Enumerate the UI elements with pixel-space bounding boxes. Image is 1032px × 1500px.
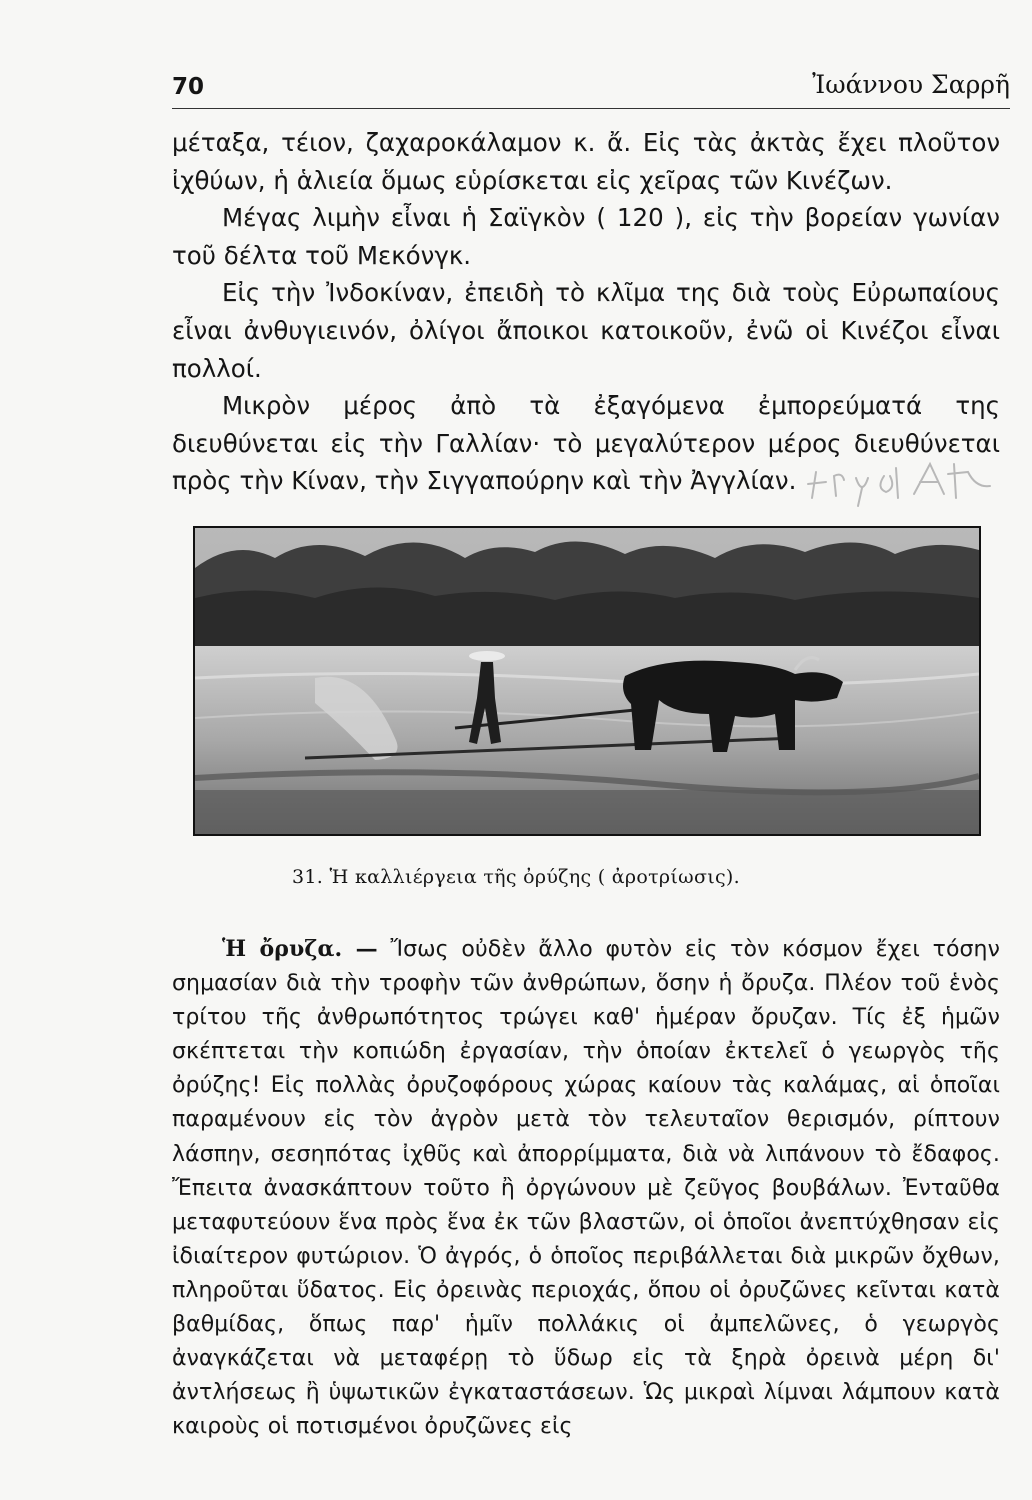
pencil-scribble: [804, 458, 994, 508]
paragraph-rice: [172, 932, 1000, 1444]
page-number: 70: [172, 74, 205, 100]
header-rule: [172, 108, 1010, 109]
figure-caption: 31. Ἡ καλλιέργεια τῆς ὀρύζης ( ἀροτρίωσις).: [292, 866, 740, 888]
paragraph-indochina-climate: Εἰς τὴν Ἰνδοκίναν, ἐπειδὴ τὸ κλῖμα της διὰ τοὺς Εὐρωπαίους εἶναι ἀνθυγιεινόν, ὀλίγοι ἄποικοι κατοικοῦν, ἐνῶ οἱ Κινέζοι εἶναι πολλοί.: [172, 278, 1000, 383]
paragraph-exports: Μικρὸν μέρος ἀπὸ τὰ ἐξαγόμενα ἐμπορεύματά της διευθύνεται εἰς τὴν Γαλλίαν· τὸ μεγαλύτερον μέρος διευθύνεται πρὸς τὴν Κίναν, τὴν Σιγγαπούρην καὶ τὴν Ἀγγλίαν.: [172, 391, 1000, 496]
top-text-block: [172, 124, 1000, 500]
paragraph-saigon: Μέγας λιμὴν εἶναι ἡ Σαϊγκὸν ( 120 ), εἰς τὴν βορείαν γωνίαν τοῦ δέλτα τοῦ Μεκόνγκ.: [172, 203, 1000, 270]
running-head: Ἰωάννου Σαρρῆ: [812, 70, 1010, 99]
photo-rice-plowing: [195, 528, 979, 834]
paragraph-rice-body: Ἴσως οὐδὲν ἄλλο φυτὸν εἰς τὸν κόσμον ἔχει τόσην σημασίαν διὰ τὴν τροφὴν τῶν ἀνθρώπων, ὅσην ἡ ὄρυζα. Πλέον τοῦ ἑνὸς τρίτου τῆς ἀνθρωπότητος τρώγει καθ' ἡμέραν ὄρυζαν. Τίς ἐξ ἡμῶν σκέπτεται τὴν κοπιώδη ἐργασίαν, τὴν ὁποίαν ἐκτελεῖ ὁ γεωργὸς τῆς ὀρύζης! Εἰς πολλὰς ὀρυζοφόρους χώρας καίουν τὰς καλάμας, αἱ ὁποῖαι παραμένουν εἰς τὸν ἀγρὸν μετὰ τὸν τελευταῖον θερισμόν, ρίπτουν λάσπην, σεσηπότας ἰχθῦς καὶ ἀπορρίμματα, διὰ νὰ λιπάνουν τὸ ἔδαφος. Ἔπειτα ἀνασκάπτουν τοῦτο ἢ ὀργώνουν μὲ ζεῦγος βουβάλων. Ἐνταῦθα μεταφυτεύουν ἕνα πρὸς ἕνα ἐκ τῶν βλαστῶν, οἱ ὁποῖοι ἀνεπτύχθησαν εἰς ἰδιαίτερον φυτώριον. Ὁ ἀγρός, ὁ ὁποῖος περιβάλλεται διὰ μικρῶν ὄχθων, πληροῦται ὕδατος. Εἰς ὀρεινὰς περιοχάς, ὅπου οἱ ὀρυζῶνες κεῖνται κατὰ βαθμίδας, ὅπως παρ' ἡμῖν πολλάκις οἱ ἀμπελῶνες, ὁ γεωργὸς ἀναγκάζεται νὰ μεταφέρῃ τὸ ὕδωρ εἰς τὰ ξηρὰ ὀρεινὰ μέρη δι' ἀντλήσεως ἢ ὑψωτικῶν ἐγκαταστάσεων. Ὡς μικραὶ λίμναι λάμπουν κατὰ καιροὺς οἱ ποτισμένοι ὀρυζῶνες εἰς: [172, 937, 1000, 1440]
paragraph-products: μέταξα, τέιον, ζαχαροκάλαμον κ. ἄ. Εἰς τὰς ἀκτὰς ἔχει πλοῦτον ἰχθύων, ἡ ἁλιεία ὅμως εὑρίσκεται εἰς χεῖρας τῶν Κινέζων.: [172, 128, 1000, 195]
figure-photo-rice-plowing: [193, 526, 981, 836]
page-header: [172, 70, 1010, 110]
section-rice: [172, 932, 1000, 1444]
section-heading-rice: Ἡ ὄρυζα. —: [222, 936, 378, 962]
